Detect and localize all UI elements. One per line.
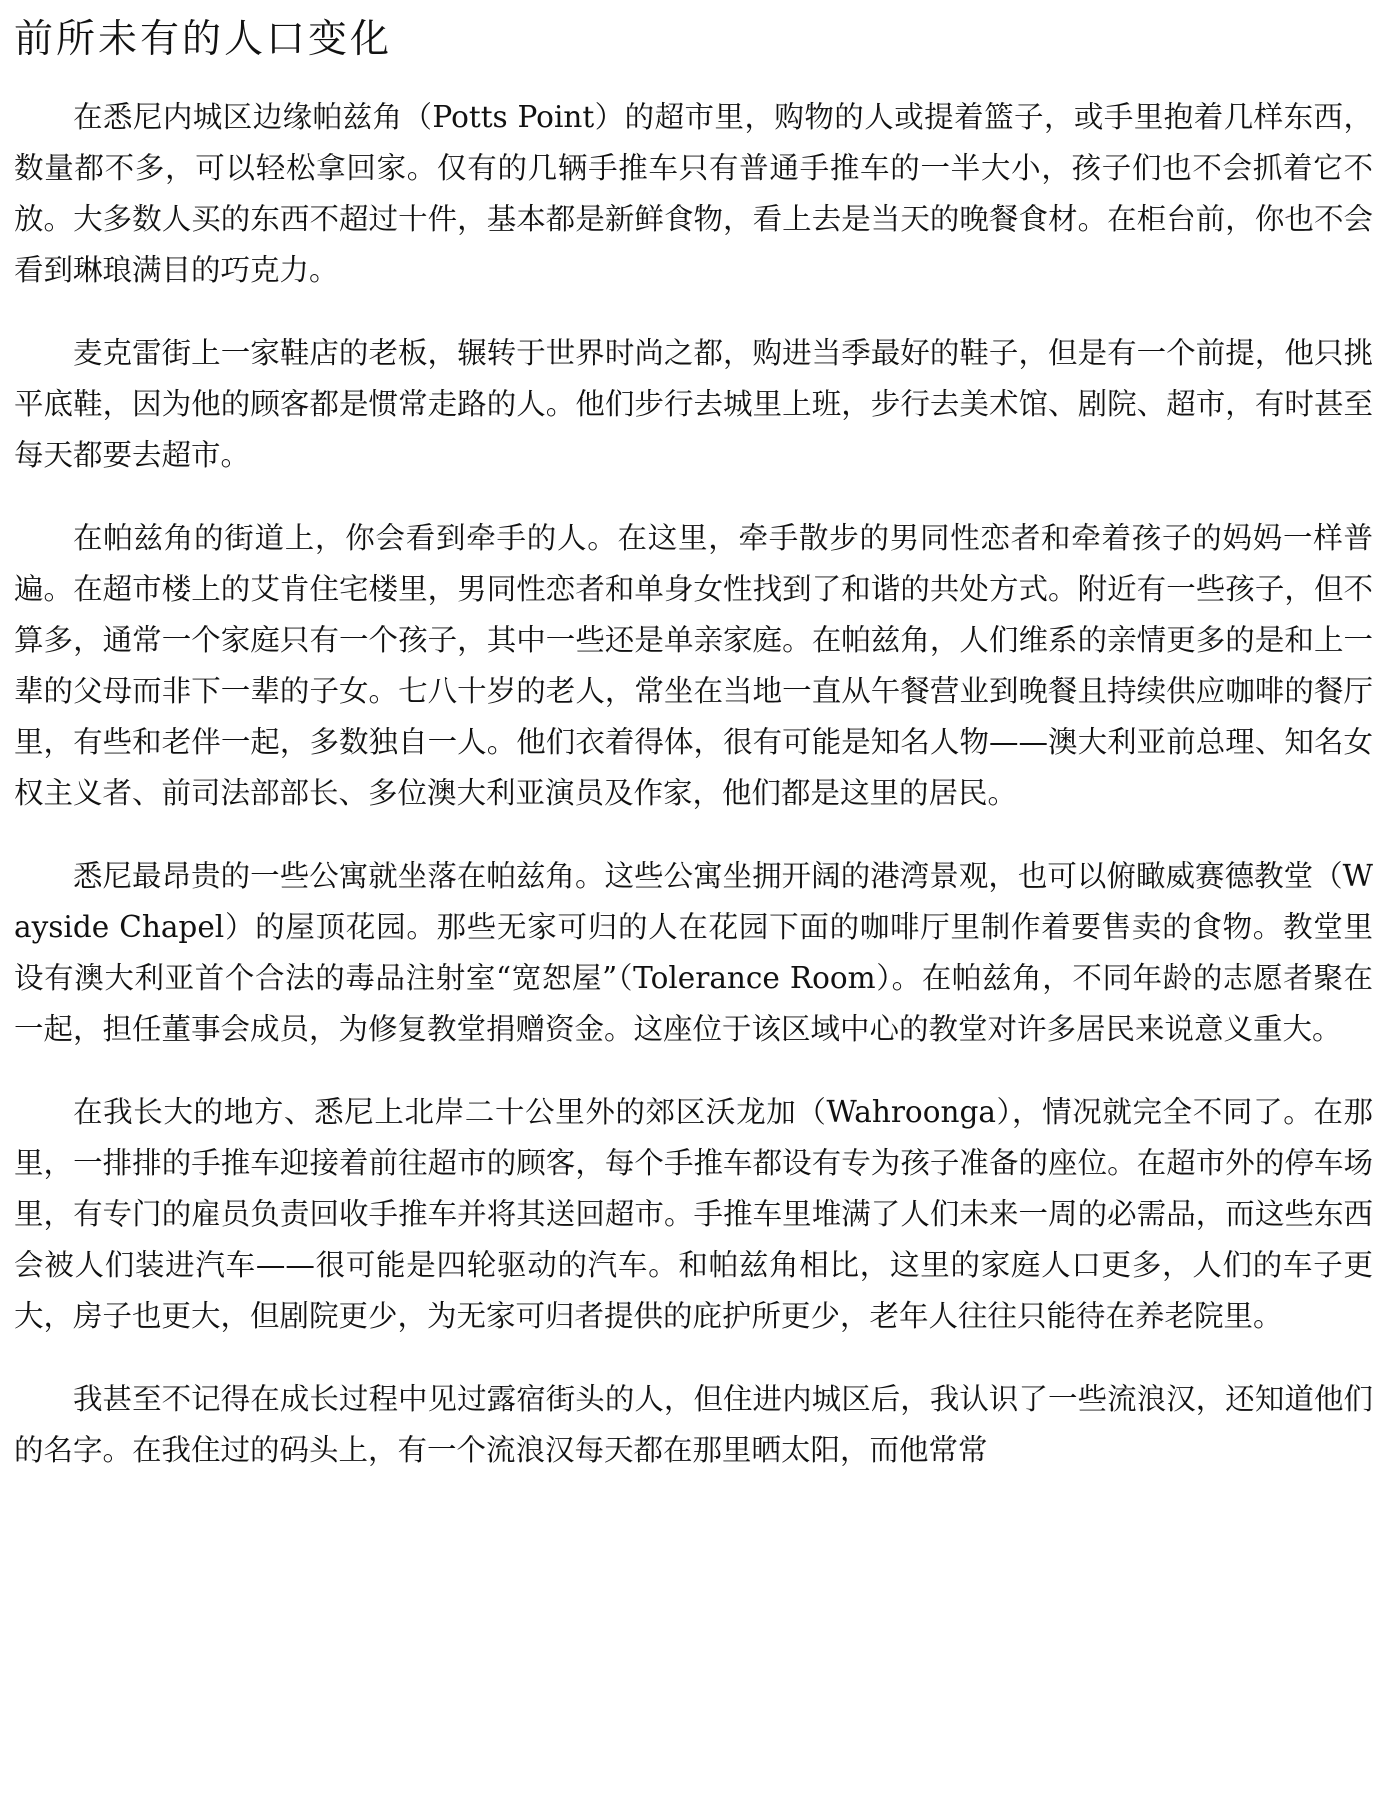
paragraph-3: 在帕兹角的街道上，你会看到牵手的人。在这里，牵手散步的男同性恋者和牵着孩子的妈妈一样普遍。在超市楼上的艾肯住宅楼里，男同性恋者和单身女性找到了和谐的共处方式。附近有一些孩子，但不算多，通常一个家庭只有一个孩子，其中一些还是单亲家庭。在帕兹角，人们维系的亲情更多的是和上一辈的父母而非下一辈的子女。七八十岁的老人，常坐在当地一直从午餐营业到晚餐且持续供应咖啡的餐厅里，有些和老伴一起，多数独自一人。他们衣着得体，很有可能是知名人物——澳大利亚前总理、知名女权主义者、前司法部部长、多位澳大利亚演员及作家，他们都是这里的居民。 [14,521,1373,810]
paragraph-1: 在悉尼内城区边缘帕兹角（Potts Point）的超市里，购物的人或提着篮子，或手里抱着几样东西，数量都不多，可以轻松拿回家。仅有的几辆手推车只有普通手推车的一半大小，孩子们也不会抓着它不放。大多数人买的东西不超过十件，基本都是新鲜食物，看上去是当天的晚餐食材。在柜台前，你也不会看到琳琅满目的巧克力。 [14,100,1373,287]
paragraph-5: 在我长大的地方、悉尼上北岸二十公里外的郊区沃龙加（Wahroonga），情况就完全不同了。在那里，一排排的手推车迎接着前往超市的顾客，每个手推车都设有专为孩子准备的座位。在超市外的停车场里，有专门的雇员负责回收手推车并将其送回超市。手推车里堆满了人们未来一周的必需品，而这些东西会被人们装进汽车——很可能是四轮驱动的汽车。和帕兹角相比，这里的家庭人口更多，人们的车子更大，房子也更大，但剧院更少，为无家可归者提供的庇护所更少，老年人往往只能待在养老院里。 [14,1095,1373,1333]
paragraph-6: 我甚至不记得在成长过程中见过露宿街头的人，但住进内城区后，我认识了一些流浪汉，还知道他们的名字。在我住过的码头上，有一个流浪汉每天都在那里晒太阳，而他常常 [14,1382,1373,1467]
paragraph-2: 麦克雷街上一家鞋店的老板，辗转于世界时尚之都，购进当季最好的鞋子，但是有一个前提，他只挑平底鞋，因为他的顾客都是惯常走路的人。他们步行去城里上班，步行去美术馆、剧院、超市，有时甚至每天都要去超市。 [14,336,1373,472]
paragraph-4: 悉尼最昂贵的一些公寓就坐落在帕兹角。这些公寓坐拥开阔的港湾景观，也可以俯瞰威赛德教堂（Wayside Chapel）的屋顶花园。那些无家可归的人在花园下面的咖啡厅里制作着要售卖的食物。教堂里设有澳大利亚首个合法的毒品注射室“宽恕屋”（Tolerance Room）。在帕兹角，不同年龄的志愿者聚在一起，担任董事会成员，为修复教堂捐赠资金。这座位于该区域中心的教堂对许多居民来说意义重大。 [14,859,1373,1046]
document-title: 前所未有的人口变化 [14,17,393,62]
